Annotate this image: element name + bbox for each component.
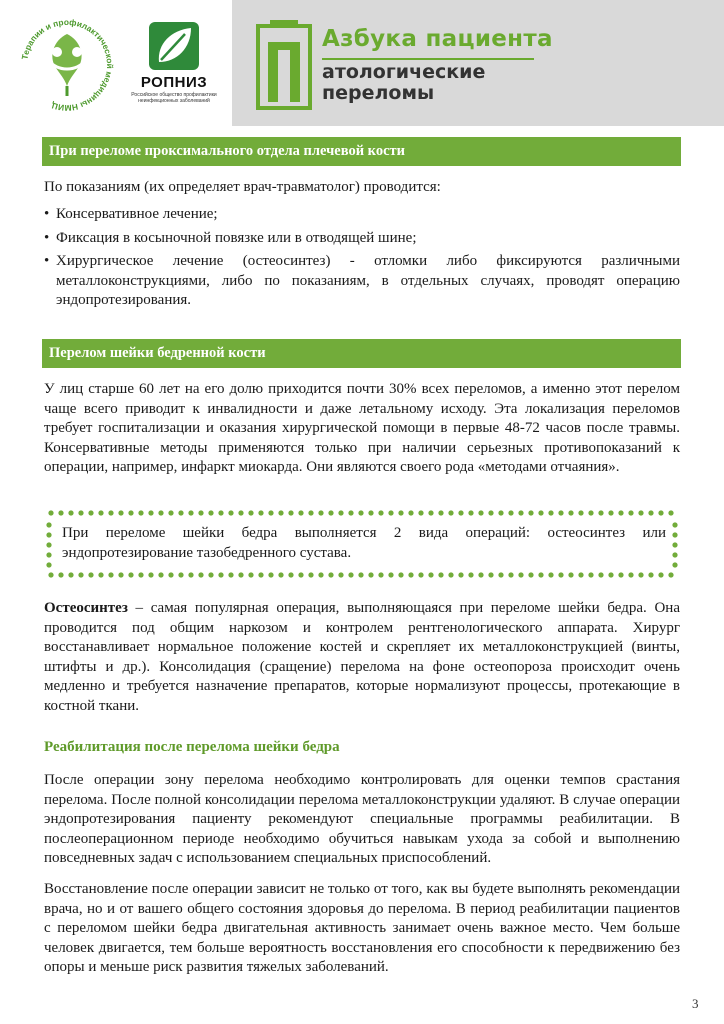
list-item: • Фиксация в косыночной повязке или в отводящей шине; — [44, 229, 680, 249]
list-item: • Консервативное лечение; — [44, 205, 680, 225]
section1-intro: По показаниям (их определяет врач-травматолог) проводится: — [44, 179, 441, 195]
page-number: 3 — [692, 996, 699, 1011]
dotted-border-right — [672, 520, 678, 568]
section1-heading: При переломе проксимального отдела плечевой кости — [42, 137, 681, 166]
list-item: • Хирургическое лечение (остеосинтез) - отломки либо фиксируются различными металлоконструкциями, либо по показаниям, в отдельных случаях, проводят операцию эндопротезирования. — [44, 252, 680, 311]
logo2-name: РОПНИЗ — [140, 74, 208, 91]
ropniz-logo — [128, 20, 220, 106]
nmic-logo — [18, 16, 116, 114]
section2-paragraph: У лиц старше 60 лет на его долю приходится почти 30% всех переломов, а именно этот перелом чаще всего приводит к инвалидности и даже летальному исходу. Эта локализация переломов требует госпитализации и оказания хирургической помощи в первые 48-72 часов после травмы. Консервативные методы применяются только при наличии серьезных противопоказаний к операции, например, инфаркт миокарда. Они являются своего рода «методами отчаяния». — [44, 381, 680, 475]
logo1-text: Терапии и профилактической медицины НМИЦ — [19, 16, 116, 114]
leaf-icon — [145, 20, 203, 72]
osteosynthesis-paragraph — [44, 599, 680, 716]
osteosynthesis-term: Остеосинтез — [44, 600, 128, 616]
section1-bullet-list — [44, 205, 680, 315]
callout-text: При переломе шейки бедра выполняется 2 вида операций: остеосинтез или эндопротезирование тазобедренного сустава. — [62, 525, 666, 561]
section2-heading: Перелом шейки бедренной кости — [42, 339, 681, 368]
page-header — [0, 0, 724, 126]
dotted-border-bottom — [46, 572, 678, 578]
logos-area — [0, 0, 232, 126]
osteosynthesis-text: – самая популярная операция, выполняющаяся при переломе шейки бедра. Она проводится под общим наркозом и контролем рентгенологического аппарата. Хирург восстанавливает нормальное положение костей и скрепляет их металлоконструкцией (винты, штифты и др.). Консолидация (сращение) перелома на фоне остеопороза происходит очень медленно и требуется назначение препаратов, которые нормализуют процессы, протекающие в костной ткани. — [44, 600, 680, 714]
document-title: атологические переломы — [322, 61, 486, 104]
dotted-border-top — [46, 510, 678, 516]
big-letter-text: П — [284, 108, 285, 109]
callout-box — [46, 510, 678, 578]
dotted-border-left — [46, 520, 52, 568]
big-letter-p — [256, 20, 312, 110]
rehab-paragraph-2: Восстановление после операции зависит не только от того, как вы будете выполнять рекомендации врача, но и от вашего общего состояния здоровья до перелома. В период реабилитации пациентов с переломом шейки бедра двигательная активность занимает очень важное место. Чем больше человек двигается, тем больше вероятность восстановления его способности к передвижению без опоры и меньше риск развития тяжелых заболеваний. — [44, 881, 680, 975]
series-title: Азбука пациента — [322, 26, 553, 52]
rehab-heading: Реабилитация после перелома шейки бедра — [44, 739, 340, 755]
title-divider — [322, 58, 534, 60]
rehab-paragraph-1: После операции зону перелома необходимо контролировать для оценки темпов срастания перелома. После полной консолидации перелома металлоконструкции удаляют. В случае операции эндопротезирования пациенту рекомендуют специальные программы реабилитации. В послеоперационном периоде необходимо обучиться навыкам ухода за собой и выполнению повседневных задач с использованием специальных приспособлений. — [44, 772, 680, 866]
logo2-subtitle: Российское общество профилактики неинфекционных заболеваний — [131, 92, 217, 104]
